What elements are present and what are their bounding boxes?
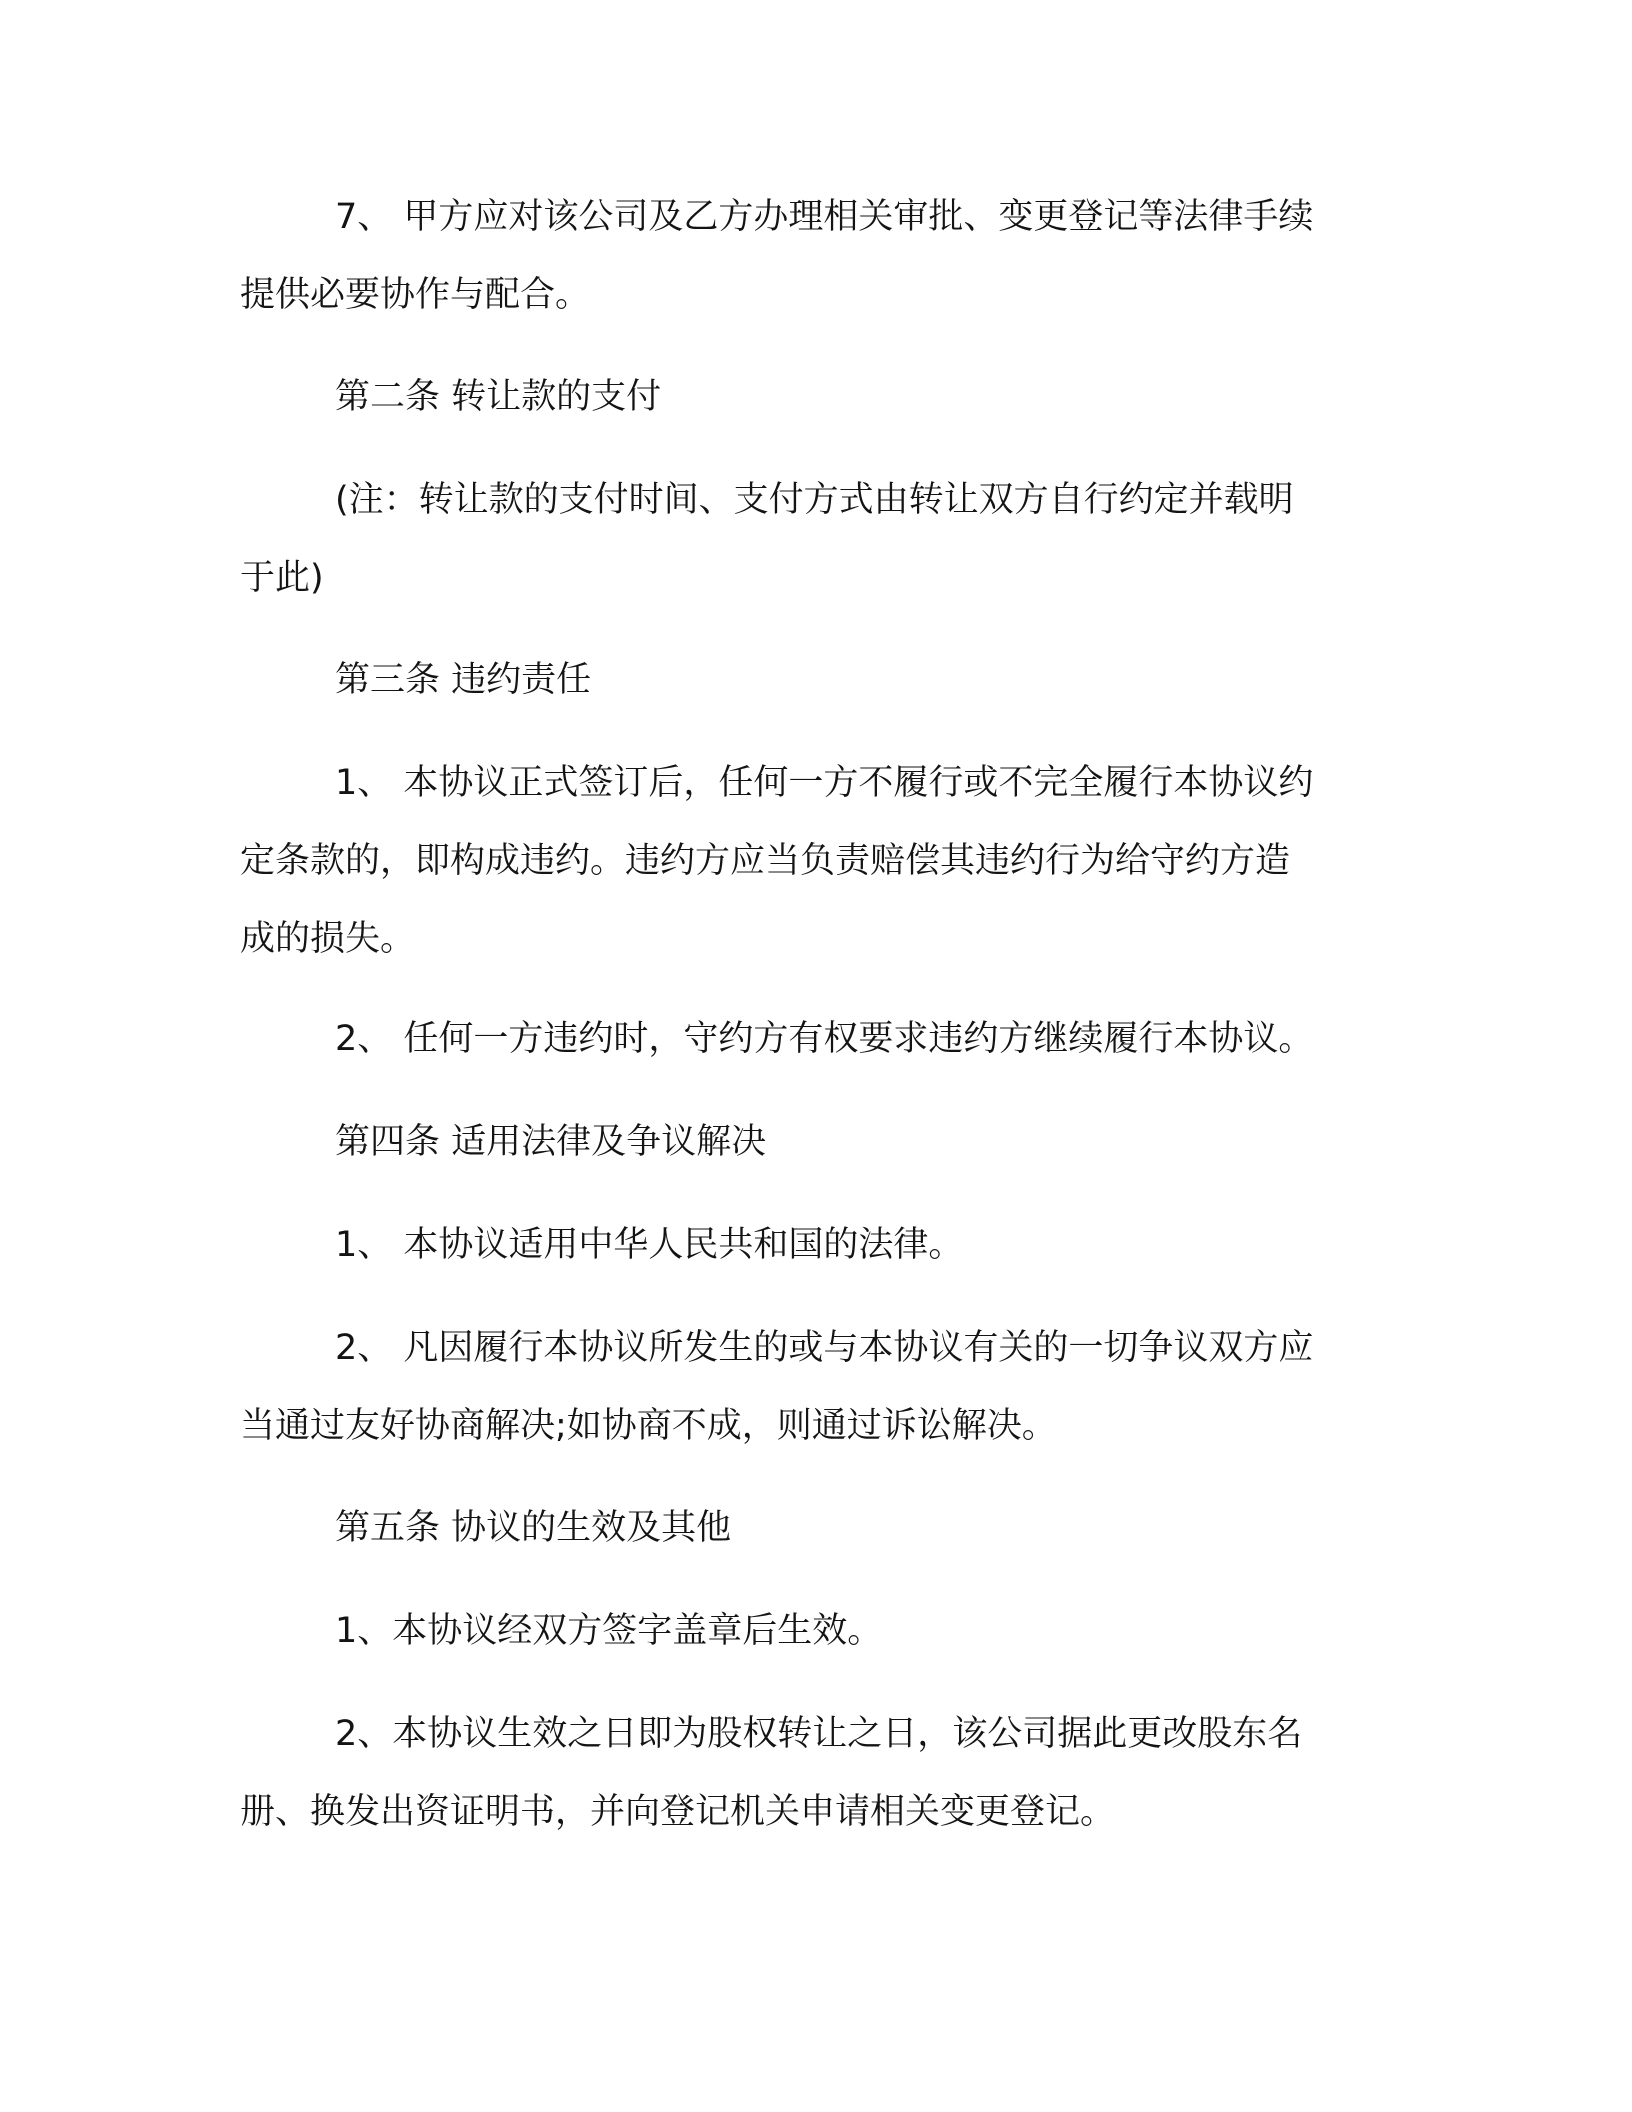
text-line: 定条款的，即构成违约。违约方应当负责赔偿其违约行为给守约方造 xyxy=(240,841,1291,881)
breach-clause-2-paragraph xyxy=(240,1000,1380,1078)
text-line: 成的损失。 xyxy=(240,919,416,959)
text-line: 2、 凡因履行本协议所发生的或与本协议有关的一切争议双方应 xyxy=(335,1328,1314,1368)
heading-text: 第三条 违约责任 xyxy=(335,660,592,700)
breach-clause-1-paragraph xyxy=(240,744,1380,978)
article-2-heading xyxy=(240,358,1380,436)
text-line: 提供必要协作与配合。 xyxy=(240,275,591,315)
text-line: 册、换发出资证明书，并向登记机关申请相关变更登记。 xyxy=(240,1792,1116,1832)
text-line: (注：转让款的支付时间、支付方式由转让双方自行约定并载明 xyxy=(335,480,1294,520)
text-line: 2、 任何一方违约时，守约方有权要求违约方继续履行本协议。 xyxy=(335,1019,1314,1059)
article-3-heading xyxy=(240,641,1380,719)
effect-clause-2-paragraph xyxy=(240,1695,1380,1851)
text-line: 1、本协议经双方签字盖章后生效。 xyxy=(335,1611,883,1651)
law-clause-1-paragraph xyxy=(240,1206,1380,1284)
dispute-clause-2-paragraph xyxy=(240,1309,1380,1465)
text-line: 1、 本协议正式签订后，任何一方不履行或不完全履行本协议约 xyxy=(335,763,1314,803)
text-line: 当通过友好协商解决;如协商不成，则通过诉讼解决。 xyxy=(240,1406,1057,1446)
effect-clause-1-paragraph xyxy=(240,1592,1380,1670)
article-4-heading xyxy=(240,1103,1380,1181)
text-line: 1、 本协议适用中华人民共和国的法律。 xyxy=(335,1225,964,1265)
clause-7-paragraph xyxy=(240,178,1380,334)
text-line: 于此) xyxy=(240,558,324,598)
heading-text: 第五条 协议的生效及其他 xyxy=(335,1508,732,1548)
heading-text: 第四条 适用法律及争议解决 xyxy=(335,1122,767,1162)
text-line: 2、本协议生效之日即为股权转让之日，该公司据此更改股东名 xyxy=(335,1714,1303,1754)
article-5-heading xyxy=(240,1489,1380,1567)
payment-note-paragraph xyxy=(240,461,1380,617)
heading-text: 第二条 转让款的支付 xyxy=(335,377,662,417)
text-line: 7、 甲方应对该公司及乙方办理相关审批、变更登记等法律手续 xyxy=(335,197,1314,237)
